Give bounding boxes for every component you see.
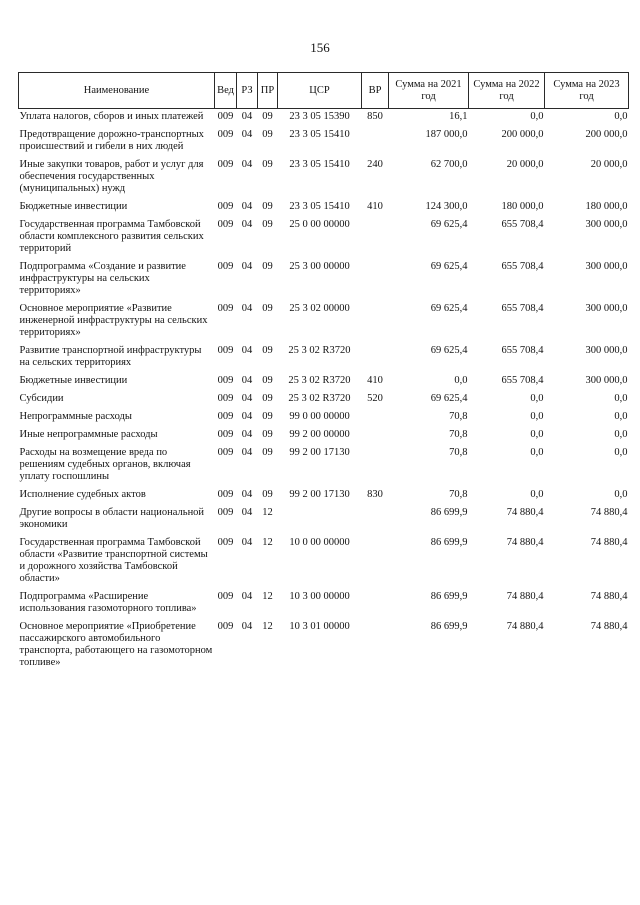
- cell-rz: 04: [241, 261, 253, 272]
- cell-ved: 009: [217, 219, 234, 230]
- cell-name: Основное мероприятие «Приобретение пассажирского автомобильного транспорта, работающего на газомоторном топливе»: [19, 621, 213, 668]
- cell-pr: 12: [262, 507, 273, 518]
- cell-sum-2022: 0,0: [530, 429, 544, 440]
- cell-csr: 10 3 01 00000: [289, 621, 350, 632]
- cell-ved: 009: [217, 429, 234, 440]
- cell-sum-2021: 62 700,0: [430, 159, 468, 170]
- cell-vr: [362, 427, 389, 445]
- table-row: [19, 109, 629, 128]
- table-row: [19, 445, 629, 487]
- cell-sum-2022: 655 708,4: [501, 375, 544, 386]
- cell-vr: 410: [367, 375, 383, 386]
- column-header-csr: ЦСР: [278, 73, 362, 109]
- cell-sum-2021: 86 699,9: [430, 591, 468, 602]
- cell-pr: 09: [262, 159, 273, 170]
- column-header-ved: Вед: [215, 73, 237, 109]
- cell-name: Другие вопросы в области национальной экономики: [19, 507, 205, 530]
- cell-csr: 25 0 00 00000: [289, 219, 350, 230]
- cell-sum-2023: 0,0: [614, 429, 628, 440]
- cell-sum-2023: 0,0: [614, 411, 628, 422]
- cell-rz: 04: [241, 111, 253, 122]
- cell-ved: 009: [217, 261, 234, 272]
- cell-sum-2021: 86 699,9: [430, 537, 468, 548]
- cell-name: Подпрограмма «Создание и развитие инфраструктуры на сельских территориях»: [19, 261, 186, 296]
- cell-rz: 04: [241, 219, 253, 230]
- column-header-vr: ВР: [362, 73, 389, 109]
- table-row: [19, 619, 629, 673]
- cell-vr: 520: [367, 393, 383, 404]
- cell-rz: 04: [241, 393, 253, 404]
- cell-sum-2021: 70,8: [449, 429, 468, 440]
- column-header-pr: ПР: [258, 73, 278, 109]
- cell-pr: 12: [262, 621, 273, 632]
- cell-rz: 04: [241, 129, 253, 140]
- cell-ved: 009: [217, 159, 234, 170]
- cell-sum-2022: 0,0: [530, 489, 544, 500]
- cell-csr: 99 2 00 00000: [289, 429, 350, 440]
- cell-ved: 009: [217, 375, 234, 386]
- cell-sum-2021: 124 300,0: [425, 201, 468, 212]
- cell-csr: 23 3 05 15390: [289, 111, 350, 122]
- cell-sum-2021: 69 625,4: [430, 345, 468, 356]
- cell-sum-2023: 300 000,0: [585, 261, 628, 272]
- cell-ved: 009: [217, 111, 234, 122]
- cell-name: Иные закупки товаров, работ и услуг для обеспечения государственных (муниципальных) нужд: [19, 159, 204, 194]
- cell-rz: 04: [241, 411, 253, 422]
- cell-ved: 009: [217, 489, 234, 500]
- cell-sum-2021: 86 699,9: [430, 507, 468, 518]
- cell-name: Бюджетные инвестиции: [19, 375, 128, 386]
- cell-csr: 10 0 00 00000: [289, 537, 350, 548]
- cell-sum-2021: 70,8: [449, 411, 468, 422]
- cell-ved: 009: [217, 507, 234, 518]
- cell-sum-2023: 74 880,4: [590, 621, 628, 632]
- cell-sum-2021: 70,8: [449, 489, 468, 500]
- budget-table: [18, 72, 629, 673]
- cell-csr: 23 3 05 15410: [289, 201, 350, 212]
- cell-sum-2022: 655 708,4: [501, 303, 544, 314]
- cell-vr: [362, 127, 389, 157]
- cell-sum-2022: 74 880,4: [506, 537, 544, 548]
- column-header-sum-2022: Сумма на 2022 год: [469, 73, 545, 109]
- cell-sum-2022: 655 708,4: [501, 345, 544, 356]
- cell-sum-2022: 180 000,0: [501, 201, 544, 212]
- cell-vr: [362, 301, 389, 343]
- table-row: [19, 373, 629, 391]
- cell-csr: 25 3 02 R3720: [288, 375, 351, 386]
- cell-csr: [278, 505, 362, 535]
- cell-rz: 04: [241, 447, 253, 458]
- cell-csr: 99 0 00 00000: [289, 411, 350, 422]
- cell-ved: 009: [217, 591, 234, 602]
- cell-sum-2021: 69 625,4: [430, 303, 468, 314]
- cell-pr: 09: [262, 111, 273, 122]
- cell-csr: 99 2 00 17130: [289, 447, 350, 458]
- cell-vr: [362, 619, 389, 673]
- cell-vr: [362, 409, 389, 427]
- table-row: [19, 427, 629, 445]
- cell-ved: 009: [217, 621, 234, 632]
- cell-name: Иные непрограммные расходы: [19, 429, 158, 440]
- table-row: [19, 505, 629, 535]
- cell-pr: 09: [262, 447, 273, 458]
- cell-name: Развитие транспортной инфраструктуры на сельских территориях: [19, 345, 202, 368]
- cell-rz: 04: [241, 375, 253, 386]
- cell-sum-2021: 69 625,4: [430, 261, 468, 272]
- cell-csr: 23 3 05 15410: [289, 159, 350, 170]
- cell-sum-2023: 74 880,4: [590, 507, 628, 518]
- cell-rz: 04: [241, 345, 253, 356]
- cell-name: Бюджетные инвестиции: [19, 201, 128, 212]
- cell-pr: 12: [262, 537, 273, 548]
- cell-vr: [362, 589, 389, 619]
- cell-name: Уплата налогов, сборов и иных платежей: [19, 111, 204, 122]
- cell-vr: 830: [367, 489, 383, 500]
- cell-sum-2022: 0,0: [530, 111, 544, 122]
- cell-ved: 009: [217, 411, 234, 422]
- cell-rz: 04: [241, 507, 253, 518]
- cell-rz: 04: [241, 591, 253, 602]
- cell-vr: [362, 505, 389, 535]
- cell-csr: 23 3 05 15410: [289, 129, 350, 140]
- cell-sum-2023: 74 880,4: [590, 591, 628, 602]
- cell-sum-2021: 69 625,4: [430, 219, 468, 230]
- cell-rz: 04: [241, 429, 253, 440]
- column-header-sum-2021: Сумма на 2021 год: [389, 73, 469, 109]
- cell-pr: 09: [262, 375, 273, 386]
- cell-pr: 12: [262, 591, 273, 602]
- cell-pr: 09: [262, 393, 273, 404]
- cell-csr: 10 3 00 00000: [289, 591, 350, 602]
- cell-pr: 09: [262, 129, 273, 140]
- cell-name: Основное мероприятие «Развитие инженерной инфраструктуры на сельских территориях»: [19, 303, 208, 338]
- cell-name: Исполнение судебных актов: [19, 489, 146, 500]
- cell-csr: 25 3 02 R3720: [288, 393, 351, 404]
- cell-sum-2021: 69 625,4: [430, 393, 468, 404]
- cell-rz: 04: [241, 489, 253, 500]
- cell-csr: 25 3 02 00000: [289, 303, 350, 314]
- cell-name: Государственная программа Тамбовской области «Развитие транспортной системы и дорожного хозяйства Тамбовской области»: [19, 537, 208, 584]
- cell-sum-2023: 0,0: [614, 447, 628, 458]
- table-row: [19, 343, 629, 373]
- table-row: [19, 409, 629, 427]
- column-header-name: Наименование: [19, 73, 215, 109]
- cell-pr: 09: [262, 201, 273, 212]
- cell-vr: 240: [367, 159, 383, 170]
- cell-sum-2023: 74 880,4: [590, 537, 628, 548]
- cell-csr: 25 3 02 R3720: [288, 345, 351, 356]
- cell-sum-2022: 0,0: [530, 411, 544, 422]
- cell-name: Расходы на возмещение вреда по решениям судебных органов, включая уплату госпошлины: [19, 447, 191, 482]
- cell-ved: 009: [217, 393, 234, 404]
- table-row: [19, 259, 629, 301]
- cell-sum-2023: 180 000,0: [585, 201, 628, 212]
- cell-ved: 009: [217, 201, 234, 212]
- cell-csr: 99 2 00 17130: [289, 489, 350, 500]
- cell-sum-2022: 200 000,0: [501, 129, 544, 140]
- cell-name: Предотвращение дорожно-транспортных происшествий и гибели в них людей: [19, 129, 204, 152]
- cell-pr: 09: [262, 261, 273, 272]
- cell-sum-2022: 20 000,0: [506, 159, 544, 170]
- cell-rz: 04: [241, 621, 253, 632]
- cell-ved: 009: [217, 129, 234, 140]
- cell-sum-2021: 0,0: [454, 375, 468, 386]
- cell-sum-2021: 86 699,9: [430, 621, 468, 632]
- column-header-sum-2023: Сумма на 2023 год: [545, 73, 629, 109]
- cell-pr: 09: [262, 345, 273, 356]
- cell-sum-2021: 70,8: [449, 447, 468, 458]
- column-header-rz: РЗ: [237, 73, 258, 109]
- cell-vr: [362, 445, 389, 487]
- cell-rz: 04: [241, 537, 253, 548]
- table-row: [19, 589, 629, 619]
- cell-sum-2023: 200 000,0: [585, 129, 628, 140]
- cell-sum-2023: 300 000,0: [585, 303, 628, 314]
- cell-pr: 09: [262, 219, 273, 230]
- cell-sum-2022: 74 880,4: [506, 591, 544, 602]
- cell-pr: 09: [262, 429, 273, 440]
- cell-ved: 009: [217, 447, 234, 458]
- table-row: [19, 127, 629, 157]
- cell-csr: 25 3 00 00000: [289, 261, 350, 272]
- cell-sum-2022: 74 880,4: [506, 507, 544, 518]
- cell-sum-2022: 655 708,4: [501, 261, 544, 272]
- cell-sum-2021: 187 000,0: [425, 129, 468, 140]
- cell-name: Непрограммные расходы: [19, 411, 132, 422]
- cell-vr: 410: [367, 201, 383, 212]
- cell-pr: 09: [262, 303, 273, 314]
- table-row: [19, 535, 629, 589]
- cell-sum-2023: 0,0: [614, 111, 628, 122]
- cell-sum-2022: 0,0: [530, 447, 544, 458]
- cell-rz: 04: [241, 201, 253, 212]
- table-row: [19, 157, 629, 199]
- table-row: [19, 487, 629, 505]
- cell-sum-2022: 0,0: [530, 393, 544, 404]
- cell-ved: 009: [217, 345, 234, 356]
- table-row: [19, 391, 629, 409]
- cell-vr: [362, 259, 389, 301]
- cell-vr: 850: [367, 111, 383, 122]
- cell-sum-2022: 74 880,4: [506, 621, 544, 632]
- cell-pr: 09: [262, 411, 273, 422]
- table-row: [19, 301, 629, 343]
- cell-sum-2021: 16,1: [449, 111, 468, 122]
- cell-rz: 04: [241, 303, 253, 314]
- cell-rz: 04: [241, 159, 253, 170]
- table-row: [19, 199, 629, 217]
- cell-name: Подпрограмма «Расширение использования газомоторного топлива»: [19, 591, 197, 614]
- table-header-row: [19, 73, 629, 109]
- cell-sum-2023: 0,0: [614, 393, 628, 404]
- cell-vr: [362, 217, 389, 259]
- cell-name: Государственная программа Тамбовской области комплексного развития сельских территорий: [19, 219, 204, 254]
- cell-vr: [362, 535, 389, 589]
- cell-ved: 009: [217, 537, 234, 548]
- table-row: [19, 217, 629, 259]
- cell-name: Субсидии: [19, 393, 64, 404]
- cell-sum-2023: 0,0: [614, 489, 628, 500]
- cell-ved: 009: [217, 303, 234, 314]
- cell-sum-2023: 20 000,0: [590, 159, 628, 170]
- page-number: 156: [310, 40, 330, 55]
- cell-pr: 09: [262, 489, 273, 500]
- cell-sum-2023: 300 000,0: [585, 345, 628, 356]
- cell-sum-2023: 300 000,0: [585, 219, 628, 230]
- cell-vr: [362, 343, 389, 373]
- cell-sum-2023: 300 000,0: [585, 375, 628, 386]
- cell-sum-2022: 655 708,4: [501, 219, 544, 230]
